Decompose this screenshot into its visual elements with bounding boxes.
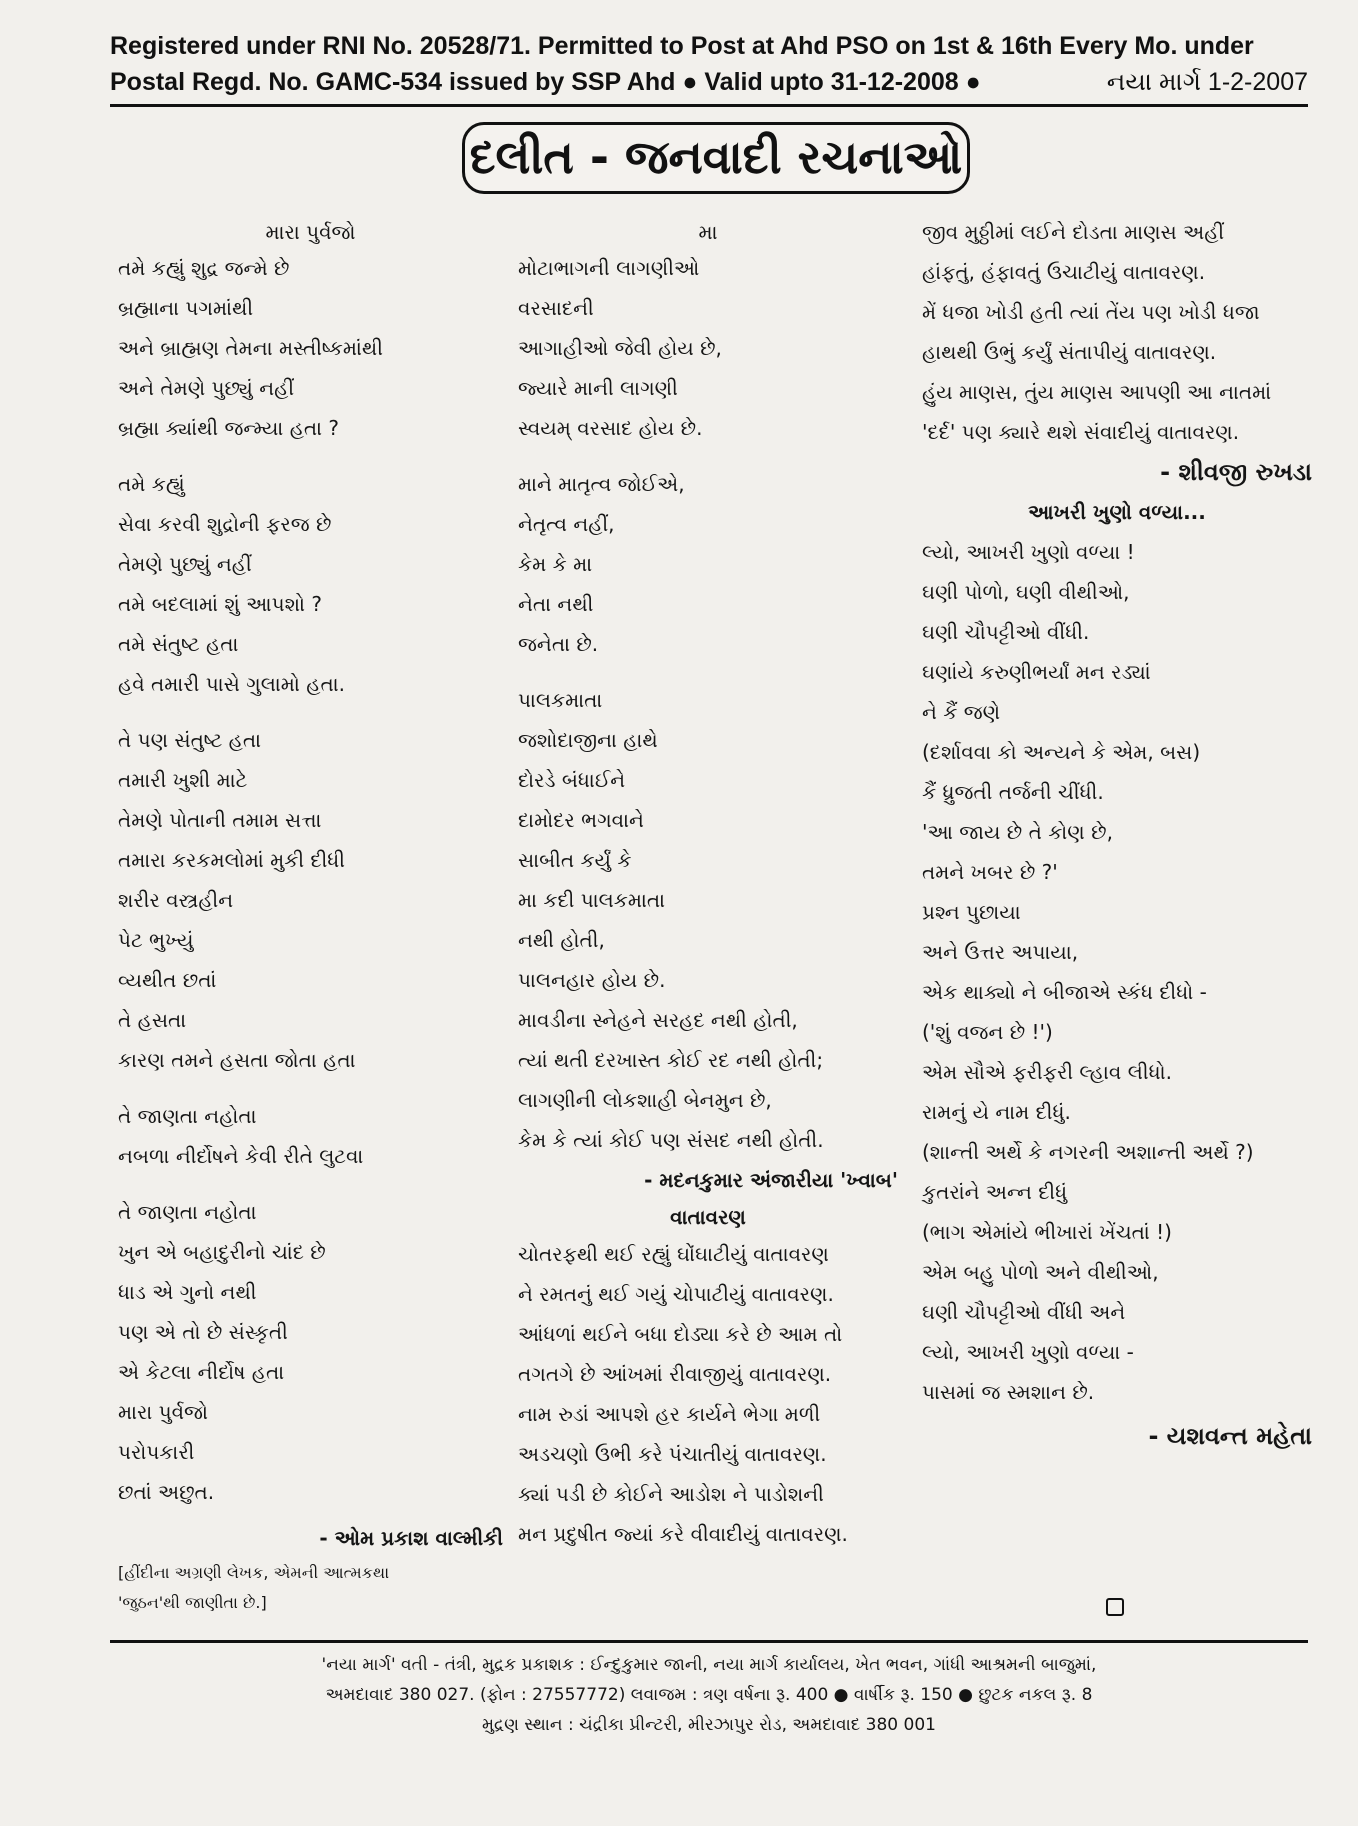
poem-line: નેતા નથી: [518, 592, 594, 616]
poem-line: મોટાભાગની લાગણીઓ: [518, 256, 700, 280]
poem-line: તમારી ખુશી માટે: [118, 768, 248, 792]
poem-line: ક્યાં પડી છે કોઈને આડોશ ને પાડોશની: [518, 1482, 824, 1506]
poem-line: હાથથી ઉભું કર્યું સંતાપીયું વાતાવરણ.: [922, 340, 1217, 364]
poem-line: ઘણી ચૌપટ્ટીઓ વીંધી.: [922, 620, 1090, 644]
poem-line: કેમ કે ત્યાં કોઈ પણ સંસદ નથી હોતી.: [518, 1128, 824, 1152]
poem-line: સાબીત કર્યું કે: [518, 848, 632, 872]
poem-line: માવડીના સ્નેહને સરહદ નથી હોતી,: [518, 1008, 798, 1032]
postal-validity-text: Postal Regd. No. GAMC-534 issued by SSP Ahd ● Valid upto 31-12-2008 ●: [110, 68, 981, 96]
poem-line: એક થાક્યો ને બીજાએ સ્કંધ દીધો -: [922, 980, 1207, 1004]
poem-line: ધાડ એ ગુનો નથી: [118, 1280, 257, 1304]
poem-line: એ કેટલા નીર્દોષ હતા: [118, 1360, 285, 1384]
poem-line: પાસમાં જ સ્મશાન છે.: [922, 1380, 1095, 1404]
poem-line: બ્રહ્માના પગમાંથી: [118, 296, 254, 320]
poem-line: 'દર્દ' પણ ક્યારે થશે સંવાદીયું વાતાવરણ.: [922, 420, 1240, 444]
poem-line: લાગણીની લોકશાહી બેનમુન છે,: [518, 1088, 772, 1112]
author-note: 'જુઠન'થી જાણીતા છે.]: [118, 1593, 267, 1612]
poem-line: કેમ કે મા: [518, 552, 593, 576]
poem-line: વ્યથીત છતાં: [118, 968, 217, 992]
poem-line: અને ઉત્તર અપાયા,: [922, 940, 1079, 964]
stanza-gap: [118, 704, 503, 720]
poem-line: રામનું યે નામ દીધું.: [922, 1100, 1071, 1124]
poem-line: લ્યો, આખરી ખુણો વળ્યા -: [922, 1340, 1134, 1364]
poem-line: પાલનહાર હોય છે.: [518, 968, 666, 992]
poem-line: ને કૈં જણે: [922, 700, 1001, 724]
poem-line: પાલકમાતા: [518, 688, 603, 712]
section-banner: દલીત - જનવાદી રચનાઓ: [462, 122, 970, 194]
poem-line: નબળા નીર્દોષને કેવી રીતે લુટવા: [118, 1144, 364, 1168]
author-note: [હીંદીના અગ્રણી લેખક, એમની આત્મકથા: [118, 1563, 390, 1582]
poem-line: અને તેમણે પુછ્યું નહીં: [118, 376, 295, 400]
poem-line: તગતગે છે આંખમાં રીવાજીયું વાતાવરણ.: [518, 1362, 832, 1386]
poem-line: તમે સંતુષ્ટ હતા: [118, 632, 239, 656]
poem-line: કારણ તમને હસતા જોતા હતા: [118, 1048, 356, 1072]
poem-line: એમ બહુ પોળો અને વીથીઓ,: [922, 1260, 1159, 1284]
poem-line: સ્વયમ્ વરસાદ હોય છે.: [518, 416, 703, 440]
postal-validity-row: [110, 64, 1308, 100]
postal-registration-line: Registered under RNI No. 20528/71. Permitted to Post at Ahd PSO on 1st & 16th Every Mo. under: [110, 32, 1254, 60]
end-mark-icon: [1106, 1598, 1124, 1616]
poem-line: માને માતૃત્વ જોઈએ,: [518, 472, 685, 496]
poem-line: પ્રશ્ન પુછાયા: [922, 900, 1021, 924]
footer-rule: [110, 1640, 1308, 1643]
poem-line: શરીર વસ્ત્રહીન: [118, 888, 234, 912]
poem-line: બ્રહ્મા ક્યાંથી જન્મ્યા હતા ?: [118, 416, 340, 440]
postal-header: [110, 28, 1308, 100]
poem-line: તેમણે પુછ્યું નહીં: [118, 552, 252, 576]
poem-line: મેં ધજા ખોડી હતી ત્યાં તેંય પણ ખોડી ધજા: [922, 300, 1260, 324]
poem-title: મારા પુર્વજો: [265, 220, 356, 244]
stanza-gap: [518, 448, 898, 464]
poem-lines: [118, 248, 503, 1512]
poem-line: અને બ્રાહ્મણ તેમના મસ્તીષ્કમાંથી: [118, 336, 383, 360]
poem-lines: [922, 212, 1312, 452]
poem-line: 'આ જાય છે તે કોણ છે,: [922, 820, 1113, 844]
poem-line: ને રમતનું થઈ ગયું ચોપાટીયું વાતાવરણ.: [518, 1282, 834, 1306]
poem-line: ખુન એ બહાદુરીનો ચાંદ છે: [118, 1240, 326, 1264]
poem-line: નથી હોતી,: [518, 928, 605, 952]
poem-line: કુતરાંને અન્ન દીધું: [922, 1180, 1068, 1204]
poem-line: જશોદાજીના હાથે: [518, 728, 658, 752]
poem-line: હુંય માણસ, તુંય માણસ આપણી આ નાતમાં: [922, 380, 1272, 404]
poem-line: હવે તમારી પાસે ગુલામો હતા.: [118, 672, 346, 696]
poem-line: ઘણાંયે કરુણીભર્યાં મન રડ્યાં: [922, 660, 1151, 684]
poem-line: ઘણી ચૌપટ્ટીઓ વીંધી અને: [922, 1300, 1126, 1324]
poem-line: આગાહીઓ જેવી હોય છે,: [518, 336, 722, 360]
stanza-gap: [118, 1080, 503, 1096]
poem-line: તે હસતા: [118, 1008, 187, 1032]
poem-line: જ્યારે માની લાગણી: [518, 376, 678, 400]
stanza-gap: [518, 664, 898, 680]
poem-line: દામોદર ભગવાને: [518, 808, 644, 832]
poem-author: - શીવજી રુખડા: [1160, 458, 1312, 486]
poem-line: ત્યાં થતી દરખાસ્ત કોઈ રદ નથી હોતી;: [518, 1048, 824, 1072]
poem-line: તમે કહ્યું: [118, 472, 185, 496]
poem-lines: [518, 248, 898, 1160]
imprint-footer: [110, 1650, 1308, 1740]
poem-line: સેવા કરવી શુદ્રોની ફરજ છે: [118, 512, 332, 536]
poem-line: મા કદી પાલકમાતા: [518, 888, 666, 912]
poem-line: તમને ખબર છે ?': [922, 860, 1058, 884]
poem-line: દોરડે બંધાઈને: [518, 768, 626, 792]
poem-line: તેમણે પોતાની તમામ સત્તા: [118, 808, 322, 832]
poem-line: તે જાણતા નહોતા: [118, 1104, 257, 1128]
poem-line: વરસાદની: [518, 296, 594, 320]
poem-line: (દર્શાવવા કો અન્યને કે એમ, બસ): [922, 740, 1201, 764]
poem-line: તે પણ સંતુષ્ટ હતા: [118, 728, 262, 752]
stanza-gap: [118, 448, 503, 464]
poem-line: અડચણો ઉભી કરે પંચાતીયું વાતાવરણ.: [518, 1442, 827, 1466]
poem-line: નેતૃત્વ નહીં,: [518, 512, 615, 536]
poem-line: આંધળાં થઈને બધા દોડ્યા કરે છે આમ તો: [518, 1322, 843, 1346]
poem-vatavaran-continued: [922, 212, 1312, 1456]
imprint-line: 'નયા માર્ગ' વતી - તંત્રી, મુદ્રક પ્રકાશક : ઈન્દુકુમાર જાની, નયા માર્ગ કાર્યાલય, ખેત ભવન, ગાંધી આશ્રમની બાજુમાં,: [321, 1655, 1097, 1675]
poem-ma: [518, 216, 898, 1554]
poem-author: - ઓમ પ્રકાશ વાલ્મીકી: [319, 1526, 503, 1550]
poem-line: મારા પુર્વજો: [118, 1400, 208, 1424]
poem-line: લ્યો, આખરી ખુણો વળ્યા !: [922, 540, 1135, 564]
poem-line: જનેતા છે.: [518, 632, 599, 656]
poem-line: એમ સૌએ ફરીફરી લ્હાવ લીધો.: [922, 1060, 1172, 1084]
poem-mara-purvajo: [118, 216, 503, 1618]
stanza-gap: [118, 1176, 503, 1192]
imprint-line: મુદ્રણ સ્થાન : ચંદ્રીકા પ્રીન્ટરી, મીરઝાપુર રોડ, અમદાવાદ 380 001: [482, 1715, 936, 1735]
poem-title: વાતાવરણ: [670, 1205, 746, 1229]
poem-author: - યશવન્ત મહેતા: [1148, 1422, 1312, 1450]
poem-line: ચોતરફથી થઈ રહ્યું ઘોંઘાટીયું વાતાવરણ: [518, 1242, 829, 1266]
poem-title: મા: [698, 220, 718, 244]
poem-line: પરોપકારી: [118, 1440, 195, 1464]
poem-line: મન પ્રદુષીત જ્યાં કરે વીવાદીયું વાતાવરણ.: [518, 1522, 848, 1546]
poem-line: જીવ મુઠ્ઠીમાં લઈને દોડતા માણસ અહીં: [922, 220, 1225, 244]
poem-line: તે જાણતા નહોતા: [118, 1200, 257, 1224]
poem-line: કૈં ધ્રુજતી તર્જની ચીંધી.: [922, 780, 1104, 804]
poem-line: પણ એ તો છે સંસ્કૃતી: [118, 1320, 288, 1344]
poem-title: આખરી ખુણો વળ્યા...: [1028, 500, 1206, 524]
poem-author: - મદનકુમાર અંજારીયા 'ખ્વાબ': [644, 1168, 898, 1192]
poem-line: તમારા કરકમલોમાં મુકી દીધી: [118, 848, 346, 872]
imprint-line: અમદાવાદ 380 027. (ફોન : 27557772) લવાજમ : ત્રણ વર્ષના રૂ. 400 ● વાર્ષીક રૂ. 150 ● છુટક નકલ રૂ. 8: [325, 1685, 1093, 1705]
poem-line: (શાન્તી અર્થે કે નગરની અશાન્તી અર્થે ?): [922, 1140, 1254, 1164]
poem-line: તમે કહ્યું શુદ્ર જન્મે છે: [118, 256, 290, 280]
poem-lines: [518, 1234, 898, 1554]
poem-line: હાંફતું, હંફાવતું ઉચાટીયું વાતાવરણ.: [922, 260, 1206, 284]
poem-line: છતાં અછુત.: [118, 1480, 215, 1504]
poem-line: નામ રુડાં આપશે હર કાર્યને ભેગા મળી: [518, 1402, 821, 1426]
poem-lines: [922, 532, 1312, 1412]
poem-line: પેટ ભુખ્યું: [118, 928, 194, 952]
poem-line: તમે બદલામાં શું આપશો ?: [118, 592, 322, 616]
poem-line: ઘણી પોળો, ઘણી વીથીઓ,: [922, 580, 1130, 604]
header-rule: [110, 104, 1308, 107]
issue-date: નયા માર્ગ 1-2-2007: [1106, 68, 1308, 96]
poem-line: ('શું વજન છે !'): [922, 1020, 1053, 1044]
poem-line: (ભાગ એમાંયે ભીખારાં ખેંચતાં !): [922, 1220, 1172, 1244]
